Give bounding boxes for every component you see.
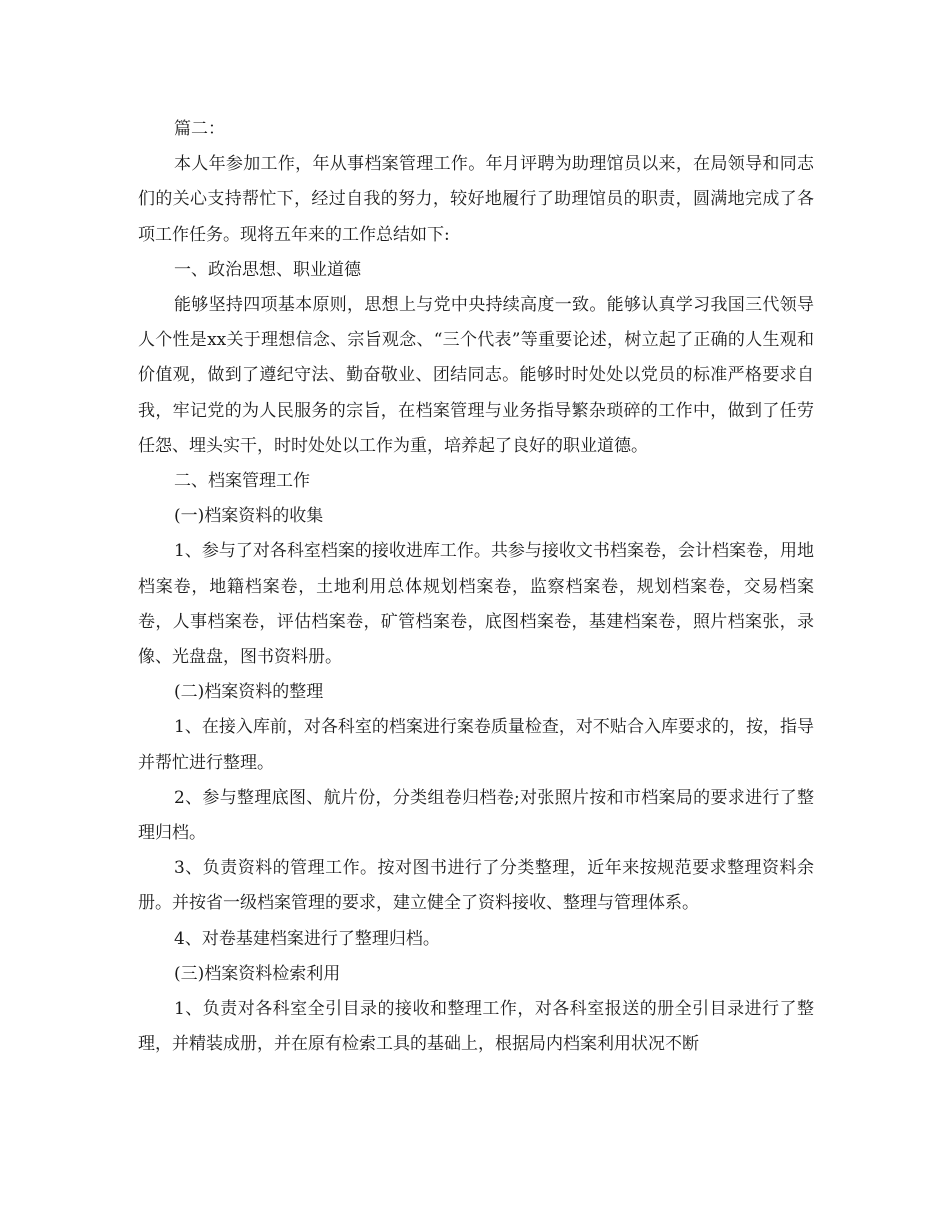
paragraph: 1、在接入库前，对各科室的档案进行案卷质量检查，对不贴合入库要求的，按，指导并帮忙进行整理。 xyxy=(138,717,814,773)
paragraph: 4、对卷基建档案进行了整理归档。 xyxy=(174,928,440,949)
subheading: (三)档案资料检索利用 xyxy=(174,963,341,984)
paragraph: 1、负责对各科室全引目录的接收和整理工作，对各科室报送的册全引目录进行了整理，并精装成册，并在原有检索工具的基础上，根据局内档案利用状况不断 xyxy=(138,999,814,1055)
paragraph: 能够坚持四项基本原则，思想上与党中央持续高度一致。能够认真学习我国三代领导人个性是xx关于理想信念、宗旨观念、“三个代表”等重要论述，树立起了正确的人生观和价值观，做到了遵纪守法、勤奋敬业、团结同志。能够时时处处以党员的标准严格要求自我，牢记党的为人民服务的宗旨，在档案管理与业务指导繁杂琐碎的工作中，做到了任劳任怨、埋头实干，时时处处以工作为重，培养起了良好的职业道德。 xyxy=(138,295,814,456)
subheading: (一)档案资料的收集 xyxy=(174,506,324,527)
section-title: 篇二： xyxy=(174,119,225,139)
heading: 一、政治思想、职业道德 xyxy=(174,259,361,280)
paragraph: 本人年参加工作，年从事档案管理工作。年月评聘为助理馆员以来，在局领导和同志们的关心支持帮忙下，经过自我的努力，较好地履行了助理馆员的职责，圆满地完成了各项工作任务。现将五年来的工作总结如下: xyxy=(138,154,814,245)
document-body xyxy=(138,112,814,1062)
subheading: (二)档案资料的整理 xyxy=(174,682,324,703)
paragraph: 2、参与整理底图、航片份，分类组卷归档卷;对张照片按和市档案局的要求进行了整理归档。 xyxy=(138,787,814,844)
heading: 二、档案管理工作 xyxy=(174,471,310,492)
paragraph: 1、参与了对各科室档案的接收进库工作。共参与接收文书档案卷，会计档案卷，用地档案卷，地籍档案卷，土地利用总体规划档案卷，监察档案卷，规划档案卷，交易档案卷，人事档案卷，评估档案卷，矿管档案卷，底图档案卷，基建档案卷，照片档案张，录像、光盘盘，图书资料册。 xyxy=(138,541,814,668)
paragraph: 3、负责资料的管理工作。按对图书进行了分类整理，近年来按规范要求整理资料余册。并按省一级档案管理的要求，建立健全了资料接收、整理与管理体系。 xyxy=(138,858,814,914)
